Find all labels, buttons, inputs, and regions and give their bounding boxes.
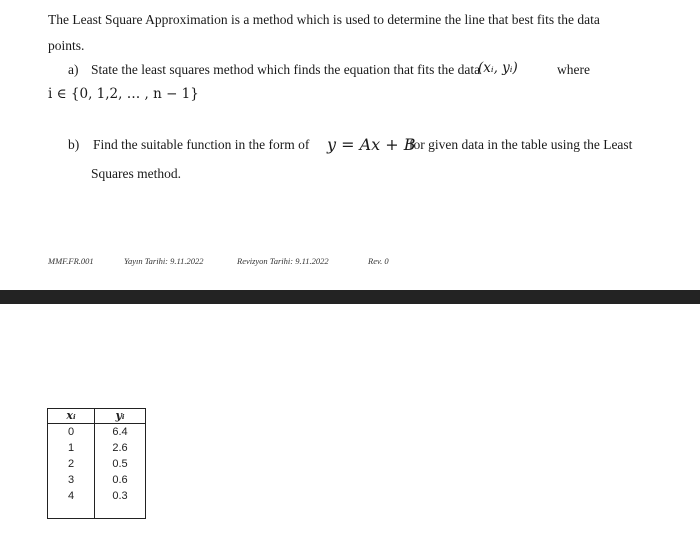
function-expression: y = Ax + B bbox=[327, 135, 416, 154]
data-pair-expression: (xᵢ, yᵢ) bbox=[478, 60, 518, 76]
cell-x: 2 bbox=[67, 458, 75, 470]
cell-y: 0.6 bbox=[95, 472, 146, 488]
cell-y: 2.6 bbox=[95, 440, 146, 456]
intro-line-1: The Least Square Approximation is a method which is used to determine the line that best fits the data bbox=[48, 12, 600, 27]
form-code: MMF.FR.001 bbox=[48, 256, 94, 266]
column-header-y: yᵢ bbox=[95, 409, 146, 424]
question-b-text-continued: for given data in the table using the Least bbox=[409, 137, 633, 152]
question-b-text: Find the suitable function in the form of bbox=[93, 137, 310, 152]
data-table bbox=[47, 408, 146, 519]
cell-x: 4 bbox=[67, 490, 75, 502]
publish-date: Yayın Tarihi: 9.11.2022 bbox=[124, 256, 204, 266]
cell-x: 0 bbox=[67, 426, 75, 438]
table-row bbox=[48, 456, 146, 472]
index-set-expression: i ∈ {0, 1,2, … , n − 1} bbox=[48, 86, 199, 102]
column-header-x: xᵢ bbox=[48, 409, 95, 424]
question-b-line-2: Squares method. bbox=[91, 166, 181, 181]
question-b-label: b) bbox=[68, 137, 80, 152]
intro-line-2: points. bbox=[48, 38, 85, 53]
table-row bbox=[48, 472, 146, 488]
where-word: where bbox=[557, 62, 590, 77]
table-row bbox=[48, 440, 146, 456]
table-row bbox=[48, 424, 146, 441]
cell-y: 6.4 bbox=[95, 424, 146, 441]
cell-x: 1 bbox=[67, 442, 75, 454]
revision-date: Revizyon Tarihi: 9.11.2022 bbox=[237, 256, 329, 266]
page-separator-bar bbox=[0, 290, 700, 304]
cell-x: 3 bbox=[67, 474, 75, 486]
table-header-row bbox=[48, 409, 146, 424]
revision-number: Rev. 0 bbox=[368, 256, 389, 266]
table-row bbox=[48, 488, 146, 519]
question-a-label: a) bbox=[68, 62, 79, 77]
question-a-text: State the least squares method which finds the equation that fits the data bbox=[91, 62, 481, 77]
cell-y: 0.5 bbox=[95, 456, 146, 472]
cell-y: 0.3 bbox=[95, 488, 146, 519]
